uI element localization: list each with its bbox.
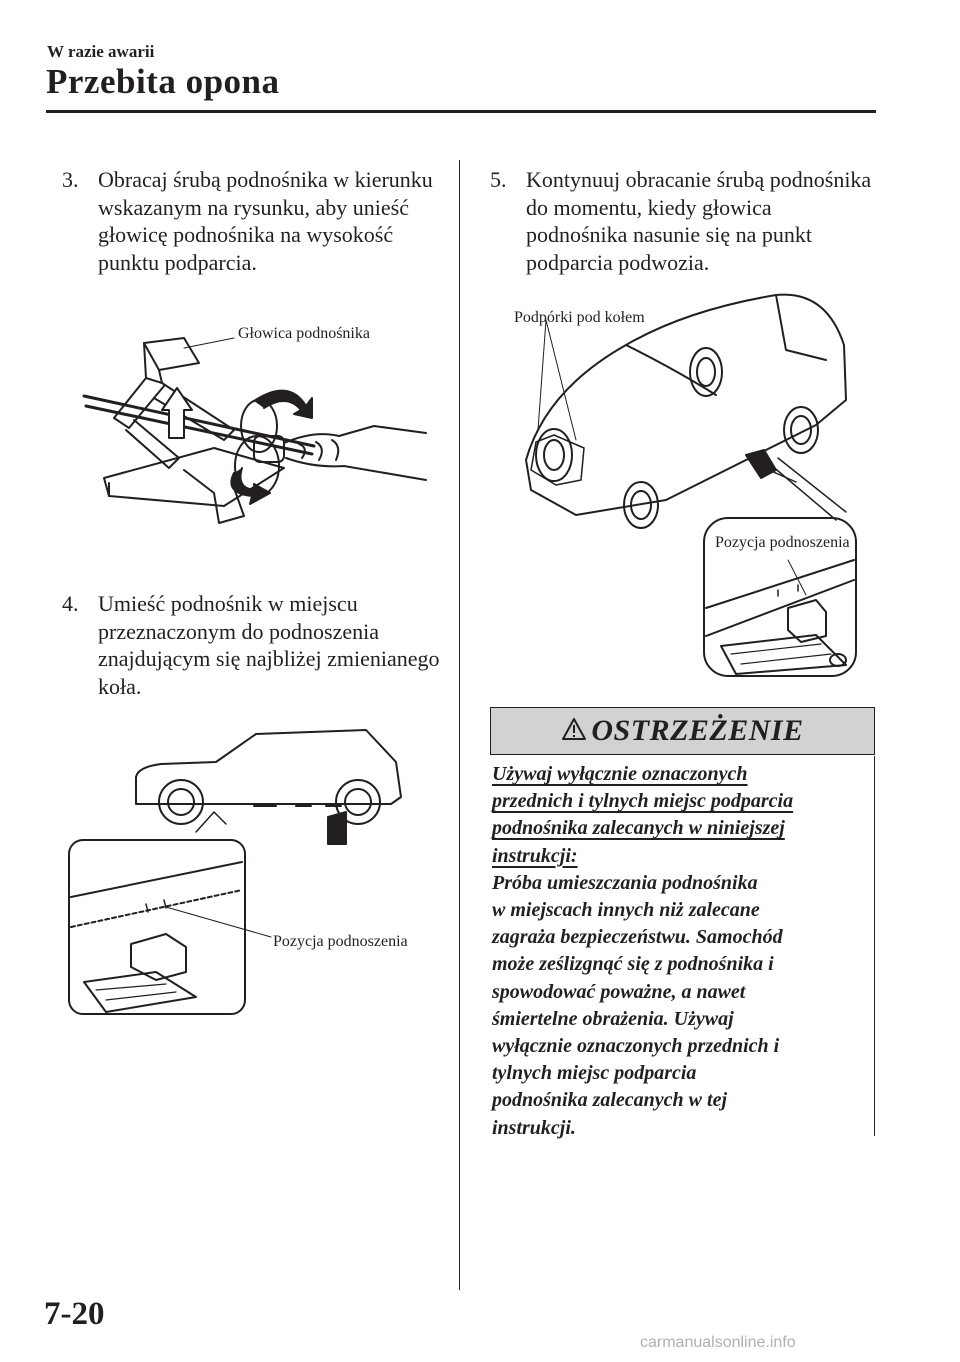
warning-line: spowodować poważne, a nawet <box>492 980 746 1003</box>
page-title: Przebita opona <box>46 62 280 101</box>
step-line: wskazanym na rysunku, aby unieść <box>98 194 409 220</box>
lift-position-label-right: Pozycja podnoszenia <box>715 534 850 551</box>
step-3 <box>62 166 452 276</box>
car-side-illustration <box>66 722 446 1017</box>
warning-line: tylnych miejsc podparcia <box>492 1062 697 1085</box>
warning-line: instrukcji: <box>492 844 578 867</box>
warning-line: Używaj wyłącznie oznaczonych <box>492 763 748 785</box>
warning-line: podnośnika zalecanych w tej <box>492 1089 728 1112</box>
step-line: głowicę podnośnika na wysokość <box>98 222 394 247</box>
section-label: W razie awarii <box>47 42 155 61</box>
step-line: Obracaj śrubą podnośnika w kierunku <box>98 167 433 192</box>
warning-header <box>490 707 875 755</box>
step-line: koła. <box>98 673 142 699</box>
step-line: podparcia podwozia. <box>526 249 710 275</box>
warning-triangle-icon <box>561 717 587 746</box>
footer-watermark: carmanualsonline.info <box>640 1334 796 1351</box>
step-line: Umieść podnośnik w miejscu <box>98 591 358 616</box>
warning-line: śmiertelne obrażenia. Używaj <box>492 1007 734 1030</box>
step-5 <box>490 166 880 276</box>
warning-line: instrukcji. <box>492 1116 576 1139</box>
page-number: 7-20 <box>44 1296 105 1332</box>
warning-line: w miejscach innych niż zalecane <box>492 899 760 922</box>
warning-line: podnośnika zalecanych w niniejszej <box>492 817 785 840</box>
step-number: 5. <box>490 167 507 192</box>
lift-position-label-left: Pozycja podnoszenia <box>273 933 408 950</box>
warning-body <box>492 761 872 1142</box>
car-perspective-illustration <box>516 290 861 680</box>
warning-line: zagraża bezpieczeństwu. Samochód <box>492 926 783 949</box>
step-line: Kontynuuj obracanie śrubą podnośnika <box>526 167 872 192</box>
warning-line: przednich i tylnych miejsc podparcia <box>492 790 794 813</box>
step-line: podnośnika nasunie się na punkt <box>526 222 812 247</box>
step-line: przeznaczonym do podnoszenia <box>98 618 379 644</box>
step-4 <box>62 590 452 700</box>
step-line: do momentu, kiedy głowica <box>526 194 772 220</box>
warning-title: OSTRZEŻENIE <box>591 714 804 747</box>
step-number: 4. <box>62 591 79 616</box>
wheel-chocks-label: Podpórki pod kołem <box>514 309 645 326</box>
step-line: punktu podparcia. <box>98 249 257 275</box>
warning-sidebar <box>874 756 875 1136</box>
warning-line: może ześlizgnąć się z podnośnika i <box>492 953 774 976</box>
column-divider <box>459 160 460 1290</box>
header-rule <box>46 110 876 113</box>
warning-line: wyłącznie oznaczonych przednich i <box>492 1035 780 1058</box>
jack-head-label: Głowica podnośnika <box>238 325 370 342</box>
warning-line: Próba umieszczania podnośnika <box>492 871 758 894</box>
step-line: znajdującym się najbliżej zmienianego <box>98 646 440 671</box>
jack-illustration <box>74 318 439 533</box>
step-number: 3. <box>62 167 79 192</box>
